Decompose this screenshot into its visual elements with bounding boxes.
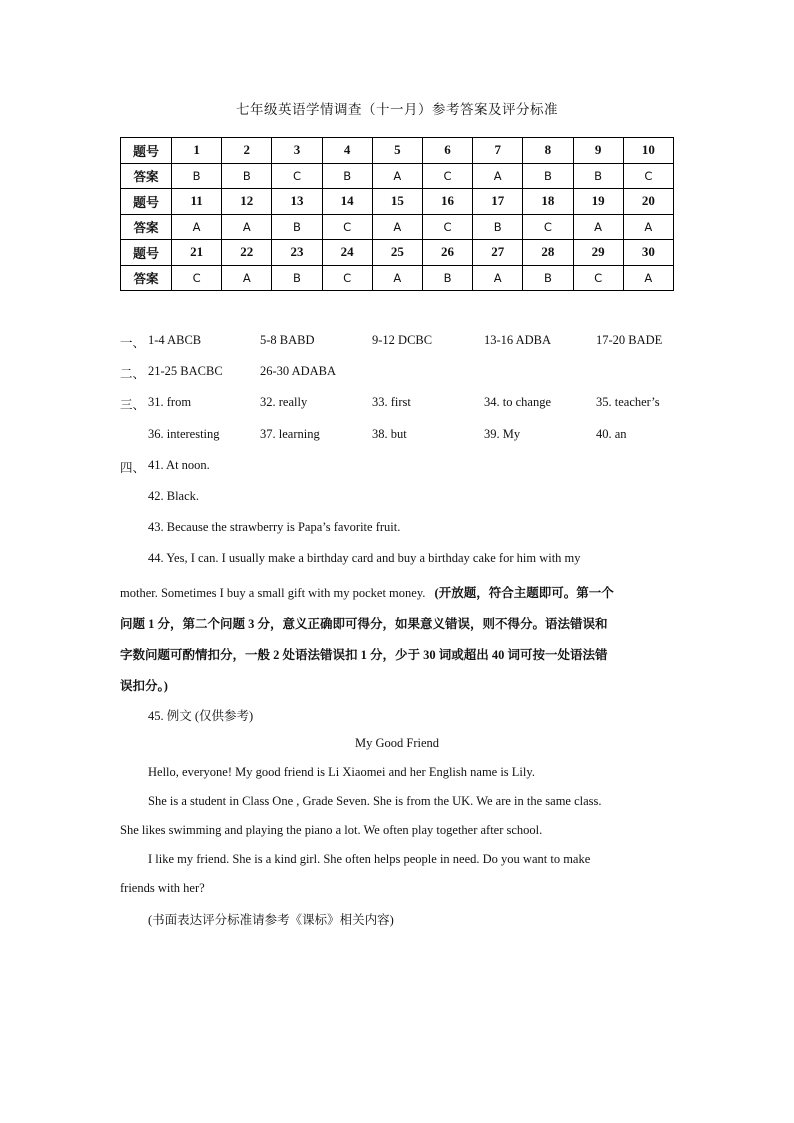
answer-cell: A: [623, 265, 673, 291]
answer-row: [121, 265, 674, 291]
section-2-prefix: 二、: [120, 367, 146, 381]
scoring-note-line: 问题 1 分，第二个问题 3 分，意义正确即可得分，如果意义错误，则不得分。语法错误和: [120, 617, 608, 631]
section-2-item: 26-30 ADABA: [260, 364, 337, 378]
question-number-cell: 9: [573, 138, 623, 164]
question-number-cell: 28: [523, 240, 573, 266]
question-number-cell: 22: [222, 240, 272, 266]
answer-row: [121, 163, 674, 189]
essay-paragraph: friends with her?: [120, 881, 205, 895]
answer-cell: B: [523, 265, 573, 291]
answer-cell: B: [272, 214, 322, 240]
question-number-cell: 12: [222, 189, 272, 215]
answer-cell: B: [422, 265, 472, 291]
answer-44-line-1: 44. Yes, I can. I usually make a birthday card and buy a birthday cake for him with my: [148, 551, 581, 565]
section-3-prefix: 三、: [120, 398, 146, 412]
question-number-cell: 13: [272, 189, 322, 215]
question-number-cell: 5: [372, 138, 422, 164]
row-label: 题号: [121, 189, 172, 215]
essay-note: (书面表达评分标准请参考《课标》相关内容): [148, 913, 394, 927]
section-1-item: 9-12 DCBC: [372, 333, 433, 347]
question-number-cell: 8: [523, 138, 573, 164]
essay-paragraph: Hello, everyone! My good friend is Li Xiaomei and her English name is Lily.: [148, 765, 535, 779]
question-number-cell: 2: [222, 138, 272, 164]
answer-cell: C: [172, 265, 222, 291]
question-number-cell: 30: [623, 240, 673, 266]
question-number-cell: 7: [473, 138, 523, 164]
question-number-cell: 10: [623, 138, 673, 164]
answer-cell: B: [523, 163, 573, 189]
question-number-cell: 14: [322, 189, 372, 215]
answer-cell: B: [473, 214, 523, 240]
answer-cell: B: [172, 163, 222, 189]
essay-title: My Good Friend: [354, 736, 440, 750]
answer-cell: A: [222, 214, 272, 240]
section-3-item: 33. first: [372, 395, 411, 409]
section-3-item: 37. learning: [260, 427, 320, 441]
section-3-item: 31. from: [148, 395, 192, 409]
section-4-prefix: 四、: [120, 461, 146, 475]
answer-cell: B: [573, 163, 623, 189]
answer-cell: A: [573, 214, 623, 240]
question-number-cell: 1: [172, 138, 222, 164]
question-number-cell: 3: [272, 138, 322, 164]
row-label: 答案: [121, 214, 172, 240]
scoring-note-line: 误扣分。): [120, 679, 168, 693]
question-number-row: [121, 138, 674, 164]
answer-cell: C: [422, 214, 472, 240]
row-label: 题号: [121, 138, 172, 164]
section-2-item: 21-25 BACBC: [148, 364, 223, 378]
answer-44-line-2: [120, 583, 614, 601]
answer-43: 43. Because the strawberry is Papa’s favorite fruit.: [148, 520, 401, 534]
answer-table: [120, 137, 674, 291]
answer-cell: A: [623, 214, 673, 240]
answer-cell: A: [222, 265, 272, 291]
question-number-row: [121, 189, 674, 215]
row-label: 题号: [121, 240, 172, 266]
question-number-cell: 17: [473, 189, 523, 215]
section-3-item: 38. but: [372, 427, 407, 441]
page-title: 七年级英语学情调查（十一月）参考答案及评分标准: [236, 102, 558, 117]
answer-cell: A: [372, 265, 422, 291]
row-label: 答案: [121, 265, 172, 291]
section-1-prefix: 一、: [120, 336, 146, 350]
answer-cell: A: [372, 214, 422, 240]
section-3-item: 40. an: [596, 427, 627, 441]
question-number-cell: 4: [322, 138, 372, 164]
scoring-note-line: 字数问题可酌情扣分，一般 2 处语法错误扣 1 分，少于 30 词或超出 40 词可按一处语法错: [120, 648, 608, 662]
section-3-item: 36. interesting: [148, 427, 220, 441]
answer-44-text: mother. Sometimes I buy a small gift with my pocket money.: [120, 586, 426, 600]
section-1-item: 17-20 BADE: [596, 333, 663, 347]
answer-cell: A: [473, 163, 523, 189]
question-number-row: [121, 240, 674, 266]
question-number-cell: 19: [573, 189, 623, 215]
question-number-cell: 25: [372, 240, 422, 266]
answer-cell: C: [623, 163, 673, 189]
question-number-cell: 6: [422, 138, 472, 164]
question-number-cell: 29: [573, 240, 623, 266]
answer-cell: A: [473, 265, 523, 291]
answer-cell: C: [422, 163, 472, 189]
question-number-cell: 23: [272, 240, 322, 266]
section-1-item: 13-16 ADBA: [484, 333, 552, 347]
question-number-cell: 15: [372, 189, 422, 215]
row-label: 答案: [121, 163, 172, 189]
question-number-cell: 16: [422, 189, 472, 215]
answer-cell: C: [523, 214, 573, 240]
answer-cell: A: [172, 214, 222, 240]
answer-cell: B: [272, 265, 322, 291]
section-3-item: 34. to change: [484, 395, 551, 409]
essay-paragraph: She likes swimming and playing the piano a lot. We often play together after school.: [120, 823, 543, 837]
answer-cell: C: [322, 265, 372, 291]
question-number-cell: 24: [322, 240, 372, 266]
section-1-item: 1-4 ABCB: [148, 333, 202, 347]
answer-cell: B: [222, 163, 272, 189]
question-number-cell: 11: [172, 189, 222, 215]
section-3-item: 32. really: [260, 395, 308, 409]
section-3-item: 35. teacher’s: [596, 395, 660, 409]
answer-45: 45. 例文 (仅供参考): [148, 709, 254, 723]
section-3-item: 39. My: [484, 427, 521, 441]
answer-cell: C: [322, 214, 372, 240]
answer-41: 41. At noon.: [148, 458, 210, 472]
answer-42: 42. Black.: [148, 489, 200, 503]
question-number-cell: 18: [523, 189, 573, 215]
answer-cell: B: [322, 163, 372, 189]
essay-paragraph: I like my friend. She is a kind girl. She often helps people in need. Do you want to make: [148, 852, 591, 866]
question-number-cell: 26: [422, 240, 472, 266]
answer-cell: C: [272, 163, 322, 189]
essay-paragraph: She is a student in Class One , Grade Seven. She is from the UK. We are in the same class.: [148, 794, 602, 808]
answer-cell: C: [573, 265, 623, 291]
question-number-cell: 20: [623, 189, 673, 215]
question-number-cell: 21: [172, 240, 222, 266]
question-number-cell: 27: [473, 240, 523, 266]
answer-row: [121, 214, 674, 240]
answer-cell: A: [372, 163, 422, 189]
scoring-note: (开放题，符合主题即可。第一个: [434, 586, 614, 600]
section-1-item: 5-8 BABD: [260, 333, 315, 347]
